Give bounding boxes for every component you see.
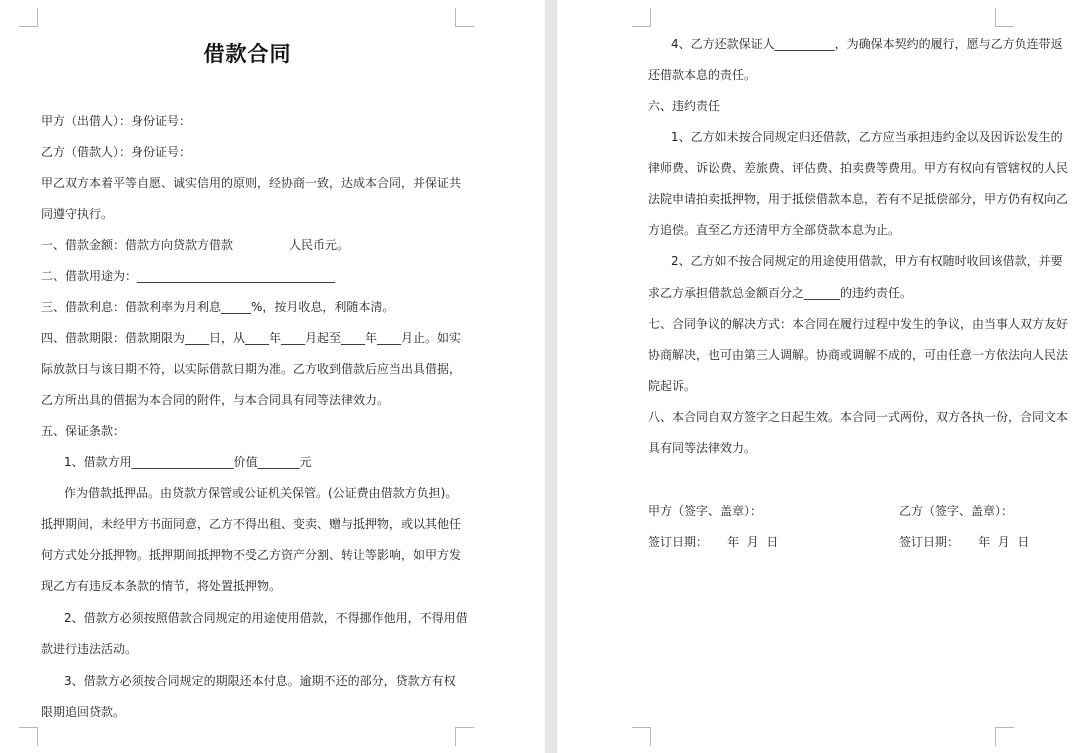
contract-title: 借款合同 (203, 41, 292, 66)
clause-8-line-2: 具有同等法律效力。 (648, 441, 757, 455)
clause-7-line-1: 七、合同争议的解决方式：本合同在履行过程中发生的争议，由当事人双方友好 (648, 317, 1069, 331)
clause-1-text-b: 人民币元。 (289, 238, 350, 252)
clause-6-item-1-line-4: 方追偿。直至乙方还清甲方全部贷款本息为止。 (648, 223, 901, 237)
clause-7-line-3: 院起诉。 (648, 379, 697, 393)
clause-5-item-1-text-2: 抵押期间，未经甲方书面同意，乙方不得出租、变卖、赠与抵押物，或以其他任 (41, 517, 462, 531)
intro-line-1: 甲乙双方本着平等自愿、诚实信用的原则，经协商一致，达成本合同，并保证共 (41, 176, 462, 190)
clause-5-item-1-text-3: 何方式处分抵押物。抵押期间抵押物不受乙方资产分割、转让等影响，如甲方发 (41, 548, 462, 562)
clause-5-heading: 五、保证条款： (41, 424, 126, 438)
signature-party-b: 乙方（签字、盖章）： (899, 504, 1014, 518)
clause-5-item-1: 1、借款方用_________________价值_______元 (64, 455, 312, 469)
party-a-line: 甲方（出借人）：身份证号： (41, 114, 192, 128)
signature-party-a: 甲方（签字、盖章）： (648, 504, 763, 518)
clause-5-item-2-line-1: 2、借款方必须按照借款合同规定的用途使用借款，不得挪作他用，不得用借 (64, 611, 468, 625)
clause-1-loan-amount (41, 237, 349, 253)
party-b-line: 乙方（借款人）：身份证号： (41, 145, 192, 159)
clause-5-item-1-text-4: 现乙方有违反本条款的情节，将处置抵押物。 (41, 579, 282, 593)
clause-5-item-2-line-2: 款进行违法活动。 (41, 642, 138, 656)
clause-5-item-1-text-1: 作为借款抵押品。由贷款方保管或公证机关保管。(公证费由借款方负担)。 (64, 486, 458, 500)
crop-mark-bottom-left (19, 727, 38, 746)
clause-6-heading: 六、违约责任 (648, 99, 721, 113)
document-page-right (557, 0, 1080, 753)
clause-6-item-2-line-2: 求乙方承担借款总金额百分之______的违约责任。 (648, 286, 913, 300)
clause-2-loan-purpose: 二、借款用途为：_________________________________ (41, 269, 336, 283)
clause-6-item-1-line-2: 律师费、诉讼费、差旅费、评估费、拍卖费等费用。甲方有权向有管辖权的人民 (648, 161, 1069, 175)
crop-mark-top-left (632, 8, 651, 27)
clause-7-line-2: 协商解决，也可由第三人调解。协商或调解不成的，可由任意一方依法向人民法 (648, 348, 1069, 362)
crop-mark-top-right (455, 8, 474, 27)
clause-4-line-1: 四、借款期限：借款期限为____日，从____年____月起至____年____月止。如实 (41, 331, 462, 345)
clause-6-item-1-line-1: 1、乙方如未按合同规定归还借款，乙方应当承担违约金以及因诉讼发生的 (671, 130, 1063, 144)
crop-mark-bottom-right (455, 727, 474, 746)
crop-mark-top-left (19, 8, 38, 27)
intro-line-2: 同遵守执行。 (41, 207, 114, 221)
clause-5-item-4-line-2: 还借款本息的责任。 (648, 68, 757, 82)
clause-6-item-2-line-1: 2、乙方如不按合同规定的用途使用借款，甲方有权随时收回该借款，并要 (671, 254, 1063, 268)
clause-8-line-1: 八、本合同自双方签字之日起生效。本合同一式两份，双方各执一份，合同文本 (648, 410, 1069, 424)
crop-mark-bottom-left (632, 727, 651, 746)
crop-mark-top-right (995, 8, 1014, 27)
clause-4-line-2: 际放款日与该日期不符，以实际借款日期为准。乙方收到借款后应当出具借据， (41, 362, 462, 376)
clause-5-item-3-line-1: 3、借款方必须按合同规定的期限还本付息。逾期不还的部分，贷款方有权 (64, 674, 456, 688)
clause-3-interest: 三、借款利息：借款利率为月利息_____%，按月收息，利随本清。 (41, 300, 395, 314)
clause-5-item-4-line-1: 4、乙方还款保证人__________，为确保本契约的履行，愿与乙方负连带返 (671, 37, 1063, 51)
sign-date-party-b: 签订日期： 年 月 日 (899, 535, 1030, 549)
clause-6-item-1-line-3: 法院申请拍卖抵押物，用于抵偿借款本息，若有不足抵偿部分，甲方仍有权向乙 (648, 192, 1069, 206)
sign-date-party-a: 签订日期： 年 月 日 (648, 535, 779, 549)
crop-mark-bottom-right (995, 727, 1014, 746)
clause-1-text-a: 一、借款金额：借款方向贷款方借款 (41, 238, 234, 252)
clause-5-item-3-line-2: 限期追回贷款。 (41, 705, 126, 719)
clause-4-line-3: 乙方所出具的借据为本合同的附件，与本合同具有同等法律效力。 (41, 393, 390, 407)
